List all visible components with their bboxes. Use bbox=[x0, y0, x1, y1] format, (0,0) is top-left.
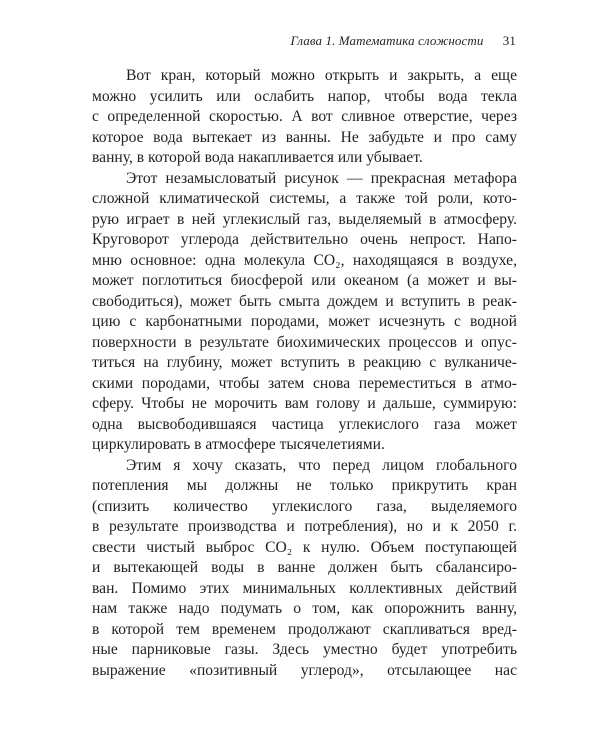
text-line: в которой тем временем продолжают скапливаться вред- bbox=[92, 620, 517, 638]
text-line: может поглотиться биосферой или океаном (а может и вы- bbox=[92, 272, 517, 289]
text-line: рую играет в ней углекислый газ, выделяемый в атмосферу. bbox=[92, 210, 517, 228]
text-line: поверхности в результате биохимических процессов и опус- bbox=[92, 333, 517, 351]
text-line: Вот кран, который можно открыть и закрыть, а еще bbox=[126, 67, 517, 84]
text-line: и вытекающей воды в ванне должен быть сбалансиро- bbox=[92, 559, 517, 576]
text-line: одна высвободившаяся частица углекислого газа может bbox=[92, 415, 517, 433]
text-line: ван. Помимо этих минимальных коллективных действий bbox=[92, 579, 517, 597]
text-line: которое вода вытекает из ванны. Не забудьте и про саму bbox=[92, 128, 517, 146]
paragraph-2 bbox=[92, 169, 517, 456]
text-line: с определенной скоростью. А вот сливное отверстие, через bbox=[92, 108, 517, 125]
text-line: сферу. Чтобы не морочить вам голову и дальше, суммирую: bbox=[92, 395, 517, 412]
page-number: 31 bbox=[502, 33, 516, 48]
text-line: выражение «позитивный углерод», отсылающее нас bbox=[92, 661, 517, 679]
text-line: свободиться), может быть смыта дождем и вступить в реак- bbox=[92, 292, 517, 310]
body-text bbox=[92, 66, 517, 681]
text-line: циркулировать в атмосфере тысячелетиями. bbox=[92, 436, 385, 453]
text-line: (спизить количество углекислого газа, выделяемого bbox=[92, 497, 517, 515]
paragraph-1 bbox=[92, 66, 517, 169]
text-line: Этот незамысловатый рисунок — прекрасная метафора bbox=[126, 169, 517, 187]
text-line: потепления мы должны не только прикрутить кран bbox=[92, 477, 517, 494]
text-line: цию с карбонатными породами, может исчезнуть с водной bbox=[92, 313, 517, 330]
text-line: Этим я хочу сказать, что перед лицом глобального bbox=[126, 456, 517, 474]
text-line: свести чистый выброс CO₂ к нулю. Объем поступающей bbox=[92, 538, 517, 556]
text-line: ванну, в которой вода накапливается или убывает. bbox=[92, 149, 423, 166]
text-line: Круговорот углерода действительно очень непрост. Напо- bbox=[92, 231, 517, 248]
text-line: скими породами, чтобы затем снова переместиться в атмо- bbox=[92, 374, 517, 392]
running-head bbox=[0, 33, 516, 49]
text-line: сложной климатической системы, а также той роли, кото- bbox=[92, 190, 517, 207]
text-line: можно усилить или ослабить напор, чтобы вода текла bbox=[92, 87, 517, 105]
text-line: в результате производства и потребления), но и к 2050 г. bbox=[92, 518, 517, 535]
chapter-title: Глава 1. Математика сложности bbox=[290, 33, 484, 48]
text-line: ные парниковые газы. Здесь уместно будет употребить bbox=[92, 641, 517, 658]
paragraph-3 bbox=[92, 456, 517, 682]
text-line: нам также надо подумать о том, как опорожнить ванну, bbox=[92, 600, 517, 617]
text-line: титься на глубину, может вступить в реакцию с вулканиче- bbox=[92, 354, 517, 371]
text-line: мню основное: одна молекула CO₂, находящаяся в воздухе, bbox=[92, 251, 517, 269]
